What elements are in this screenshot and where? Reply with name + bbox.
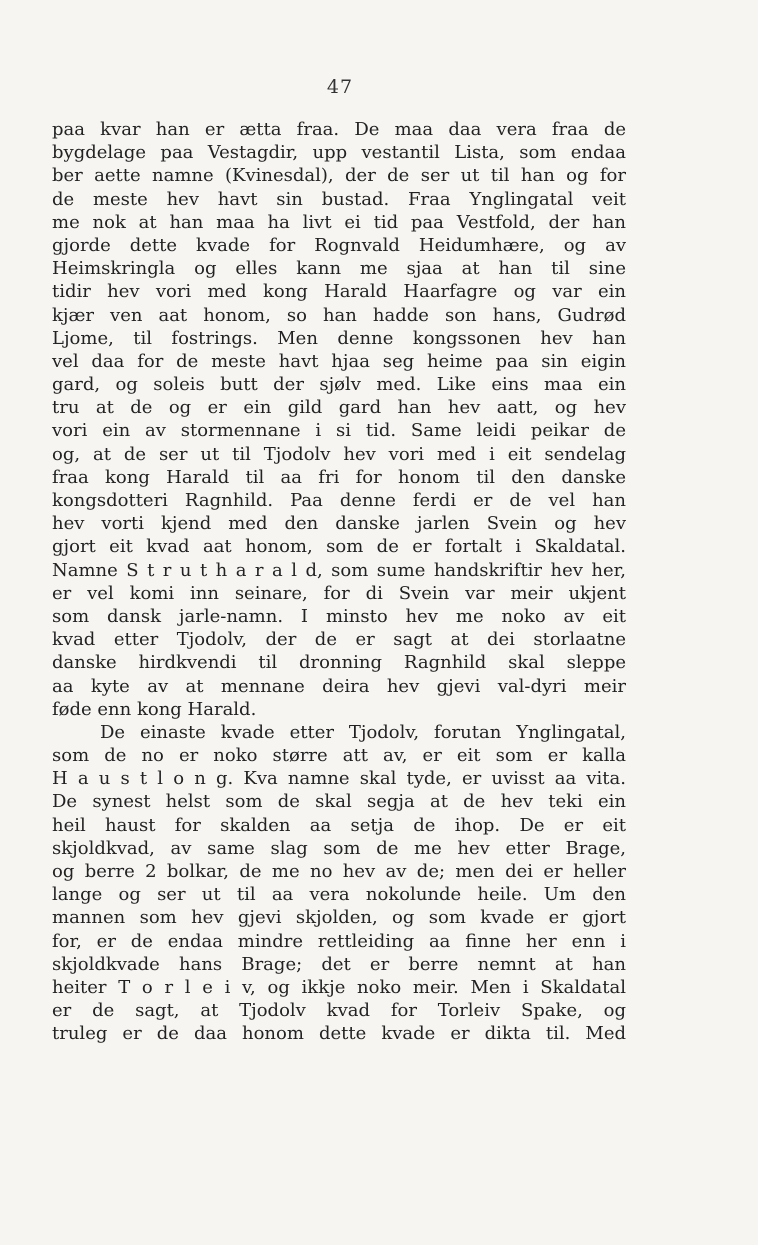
text-line: vori ein av stormennane i si tid. Same leidi peikar de [52,420,626,442]
text-line: Namne S t r u t h a r a l d, som sume handskriftir hev her, [52,559,626,581]
text-line: heil haust for skalden aa setja de ihop. De er eit [52,814,626,836]
text-line: er de sagt, at Tjodolv kvad for Torleiv Spake, og [52,1000,626,1022]
text-line: me nok at han maa ha livt ei tid paa Vestfold, der han [52,211,626,233]
text-line: føde enn kong Harald. [52,698,257,720]
text-line: tru at de og er ein gild gard han hev aatt, og hev [52,397,626,419]
text-line: heiter T o r l e i v, og ikkje noko meir. Men i Skaldatal [52,976,626,998]
text-line: kvad etter Tjodolv, der de er sagt at dei storlaatne [52,629,626,651]
text-line: paa kvar han er ætta fraa. De maa daa vera fraa de [52,119,626,140]
text-line: mannen som hev gjevi skjolden, og som kvade er gjort [52,907,626,929]
text-line: De einaste kvade etter Tjodolv, forutan Ynglingatal, [100,721,626,743]
page-number: 47 [326,76,354,98]
text-line: vel daa for de meste havt hjaa seg heime paa sin eigin [52,350,626,372]
text-line: kjær ven aat honom, so han hadde son hans, Gudrød [52,304,626,326]
text-line: truleg er de daa honom dette kvade er dikta til. Med [52,1023,626,1045]
text-line: Heimskringla og elles kann me sjaa at han til sine [52,258,626,280]
text-line: bygdelage paa Vestagdir, upp vestantil Lista, som endaa [52,142,626,164]
text-line: skjoldkvade hans Brage; det er berre nemnt at han [52,953,626,975]
text-line: ber aette namne (Kvinesdal), der de ser ut til han og for [52,165,626,187]
text-line: De synest helst som de skal segja at de hev teki ein [52,791,626,813]
text-line: danske hirdkvendi til dronning Ragnhild skal sleppe [52,652,626,674]
text-line: gard, og soleis butt der sjølv med. Like eins maa ein [52,374,626,396]
text-line: H a u s t l o n g. Kva namne skal tyde, er uvisst aa vita. [52,768,626,790]
text-line: kongsdotteri Ragnhild. Paa denne ferdi er de vel han [52,490,626,511]
text-line: de meste hev havt sin bustad. Fraa Ynglingatal veit [52,188,626,210]
text-line: skjoldkvad, av same slag som de me hev etter Brage, [52,837,626,859]
body-text [52,118,626,1046]
text-line: Ljome, til fostrings. Men denne kongssonen hev han [52,327,626,349]
text-line: er vel komi inn seinare, for di Svein var meir ukjent [52,582,626,604]
text-line: fraa kong Harald til aa fri for honom til den danske [52,466,626,488]
text-line: gjort eit kvad aat honom, som de er fortalt i Skaldatal. [52,536,626,558]
text-line: aa kyte av at mennane deira hev gjevi val-dyri meir [52,675,626,697]
text-line: tidir hev vori med kong Harald Haarfagre og var ein [52,281,626,303]
text-line: som dansk jarle-namn. I minsto hev me noko av eit [52,605,626,627]
text-line: lange og ser ut til aa vera nokolunde heile. Um den [52,884,626,906]
text-line: og berre 2 bolkar, de me no hev av de; men dei er heller [52,861,626,882]
text-line: og, at de ser ut til Tjodolv hev vori med i eit sendelag [52,443,626,465]
text-line: hev vorti kjend med den danske jarlen Svein og hev [52,513,626,535]
text-line: som de no er noko større att av, er eit som er kalla [52,745,626,767]
text-line: for, er de endaa mindre rettleiding aa finne her enn i [52,930,626,952]
text-line: gjorde dette kvade for Rognvald Heidumhære, og av [52,234,626,256]
